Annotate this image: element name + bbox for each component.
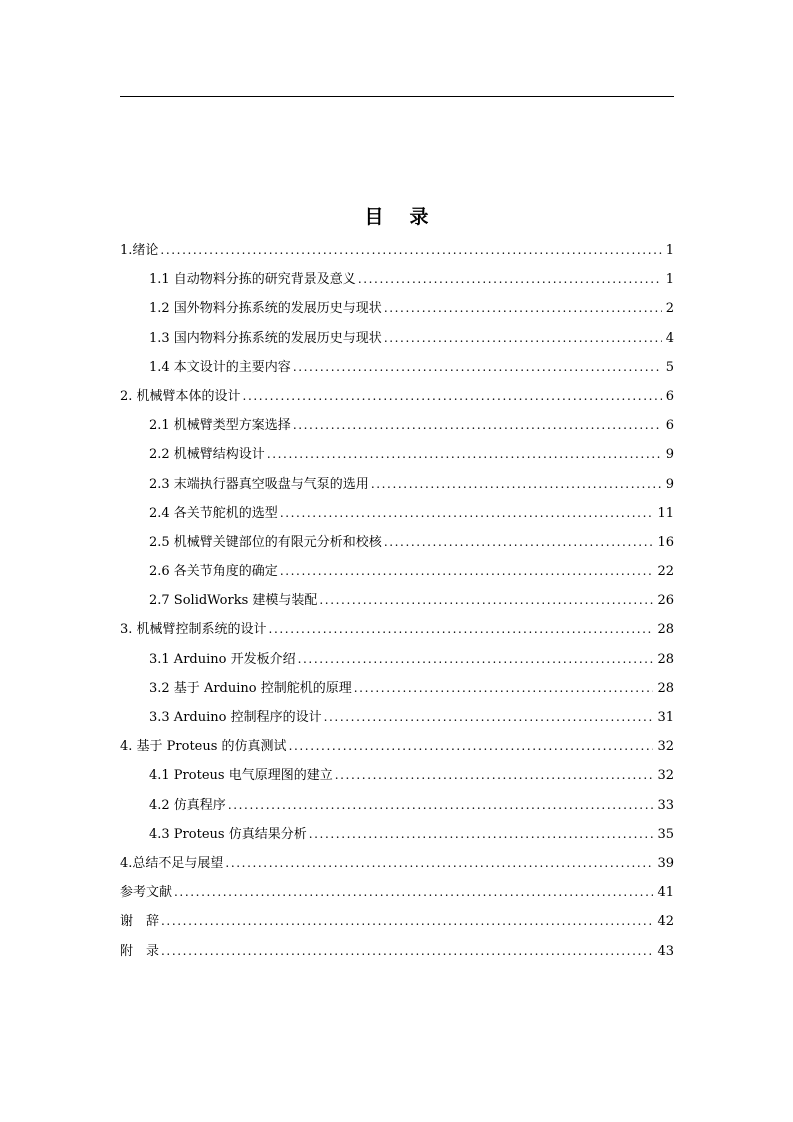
toc-dot-leader: [280, 557, 654, 586]
toc-entry-label: 2. 机械臂本体的设计: [120, 388, 241, 404]
toc-dot-leader: [267, 440, 662, 469]
toc-entry-label: 4.2 仿真程序: [149, 797, 226, 813]
toc-entry-label: 附 录: [120, 943, 160, 959]
toc-entry[interactable]: [120, 615, 674, 644]
toc-entry[interactable]: [120, 878, 674, 907]
toc-entry[interactable]: [120, 294, 674, 323]
toc-entry[interactable]: [120, 645, 674, 674]
toc-entry-page: 1: [665, 243, 674, 258]
toc-entry-label: 3. 机械臂控制系统的设计: [120, 622, 267, 638]
toc-entry-label: 2.1 机械臂类型方案选择: [149, 418, 291, 434]
toc-dot-leader: [161, 907, 653, 936]
toc-entry-label: 1.2 国外物料分拣系统的发展历史与现状: [149, 301, 382, 317]
toc-entry[interactable]: [120, 411, 674, 440]
toc-entry[interactable]: [120, 265, 674, 294]
toc-entry-page: 22: [657, 564, 674, 580]
toc-entry-page: 32: [657, 768, 674, 784]
toc-entry[interactable]: [120, 937, 674, 966]
toc-entry[interactable]: [120, 557, 674, 586]
toc-entry-page: 6: [665, 388, 674, 404]
toc-entry-page: 41: [657, 885, 674, 901]
toc-entry-label: 2.2 机械臂结构设计: [149, 447, 265, 463]
toc-entry-page: 16: [657, 534, 674, 550]
toc-entry-page: 9: [665, 476, 674, 492]
toc-dot-leader: [354, 674, 654, 703]
toc-dot-leader: [174, 878, 653, 907]
toc-dot-leader: [293, 411, 662, 440]
table-of-contents: [120, 236, 674, 966]
toc-entry[interactable]: [120, 470, 674, 499]
toc-dot-leader: [358, 265, 662, 294]
toc-entry[interactable]: [120, 528, 674, 557]
toc-entry-page: 6: [665, 418, 674, 434]
toc-dot-leader: [335, 761, 654, 790]
toc-entry[interactable]: [120, 703, 674, 732]
toc-entry-label: 3.3 Arduino 控制程序的设计: [149, 710, 322, 725]
toc-dot-leader: [371, 470, 662, 499]
toc-entry-label: 3.2 基于 Arduino 控制舵机的原理: [149, 680, 352, 696]
title-char-1: 目: [364, 206, 384, 228]
toc-dot-leader: [225, 849, 653, 878]
toc-dot-leader: [309, 820, 654, 849]
toc-dot-leader: [384, 294, 662, 323]
toc-entry[interactable]: [120, 761, 674, 790]
toc-entry-page: 1: [665, 272, 674, 288]
toc-entry-label: 4.总结不足与展望: [120, 855, 224, 871]
toc-dot-leader: [269, 615, 654, 644]
toc-entry-label: 1.绪论: [120, 243, 159, 258]
toc-entry-label: 3.1 Arduino 开发板介绍: [149, 651, 296, 667]
toc-entry-page: 33: [657, 797, 674, 813]
toc-entry-page: 5: [665, 359, 674, 375]
toc-entry-page: 11: [657, 505, 674, 521]
toc-entry-page: 4: [665, 330, 674, 346]
toc-entry[interactable]: [120, 440, 674, 469]
toc-entry-label: 2.4 各关节舵机的选型: [149, 505, 278, 521]
header-rule: [120, 96, 674, 97]
toc-entry-label: 4.1 Proteus 电气原理图的建立: [149, 768, 333, 784]
toc-entry-label: 1.4 本文设计的主要内容: [149, 359, 291, 375]
toc-entry-label: 2.6 各关节角度的确定: [149, 564, 278, 580]
title-char-2: 录: [409, 206, 429, 228]
toc-entry[interactable]: [120, 499, 674, 528]
toc-entry-page: 9: [665, 447, 674, 463]
toc-dot-leader: [298, 645, 654, 674]
toc-dot-leader: [228, 791, 654, 820]
toc-entry-label: 1.1 自动物料分拣的研究背景及意义: [149, 272, 356, 288]
toc-dot-leader: [324, 703, 654, 732]
toc-entry-page: 35: [657, 826, 674, 842]
toc-entry-label: 2.5 机械臂关键部位的有限元分析和校核: [149, 534, 382, 550]
toc-entry-page: 28: [657, 651, 674, 667]
toc-entry[interactable]: [120, 382, 674, 411]
toc-dot-leader: [384, 324, 662, 353]
toc-dot-leader: [160, 236, 661, 265]
toc-entry-page: 28: [657, 622, 674, 638]
toc-entry[interactable]: [120, 324, 674, 353]
toc-dot-leader: [319, 586, 653, 615]
toc-entry-page: 28: [657, 680, 674, 696]
toc-dot-leader: [289, 732, 654, 761]
toc-entry-page: 2: [665, 301, 674, 317]
toc-entry-page: 43: [657, 943, 674, 959]
toc-dot-leader: [293, 353, 662, 382]
toc-entry-page: 26: [657, 593, 674, 609]
toc-entry-page: 31: [657, 710, 674, 725]
toc-entry[interactable]: [120, 791, 674, 820]
toc-dot-leader: [280, 499, 654, 528]
toc-dot-leader: [384, 528, 654, 557]
toc-dot-leader: [243, 382, 662, 411]
toc-entry-page: 39: [657, 855, 674, 871]
toc-entry[interactable]: [120, 907, 674, 936]
toc-entry[interactable]: [120, 353, 674, 382]
toc-entry-label: 2.3 末端执行器真空吸盘与气泵的选用: [149, 476, 369, 492]
toc-entry[interactable]: [120, 732, 674, 761]
toc-entry[interactable]: [120, 849, 674, 878]
toc-entry-label: 4.3 Proteus 仿真结果分析: [149, 826, 307, 842]
toc-entry-label: 4. 基于 Proteus 的仿真测试: [120, 739, 287, 755]
toc-entry[interactable]: [120, 586, 674, 615]
toc-entry-label: 参考文献: [120, 885, 173, 901]
toc-entry-page: 42: [657, 914, 674, 930]
toc-entry[interactable]: [120, 820, 674, 849]
toc-entry[interactable]: [120, 236, 674, 265]
toc-entry[interactable]: [120, 674, 674, 703]
page-title: [0, 202, 793, 232]
toc-entry-label: 谢 辞: [120, 914, 160, 930]
toc-dot-leader: [161, 937, 653, 966]
toc-entry-label: 1.3 国内物料分拣系统的发展历史与现状: [149, 330, 382, 346]
toc-entry-page: 32: [657, 739, 674, 755]
toc-entry-label: 2.7 SolidWorks 建模与装配: [149, 593, 318, 609]
